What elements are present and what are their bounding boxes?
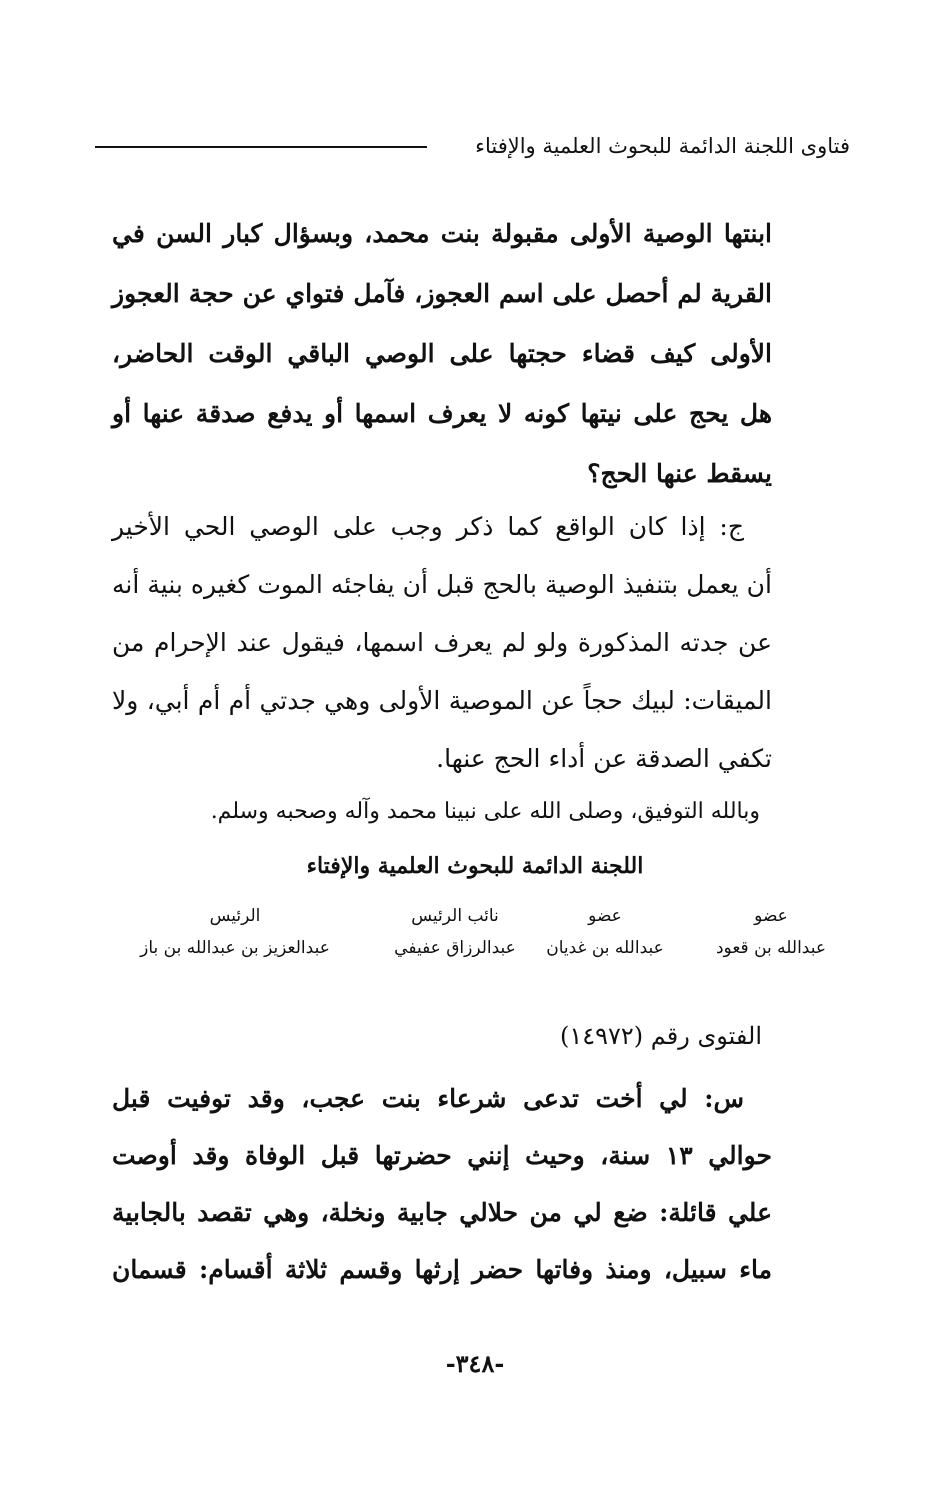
question-2 [112,1070,772,1298]
closing-formula: وبالله التوفيق، وصلى الله على نبينا محمد وآله وصحبه وسلم. [210,799,760,824]
signatory-name: عبدالله بن قعود [715,938,826,958]
answer-1-line: أن يعمل بتنفيذ الوصية بالحج قبل أن يفاجئه الموت كغيره بنية أنه [112,570,772,599]
question-1-line: القرية لم أحصل على اسم العجوز، فآمل فتواي عن حجة العجوز [112,279,772,308]
running-header [95,128,850,172]
answer-1-line: تكفي الصدقة عن أداء الحج عنها. [436,744,772,773]
question-1-line: ابنتها الوصية الأولى مقبولة بنت محمد، وبسؤال كبار السن في [112,219,772,248]
question-1-line: يسقط عنها الحج؟ [587,459,772,488]
signatory-role: عضو [588,906,622,926]
question-2-line: علي قائلة: ضع لي من حلالي جابية ونخلة، وهي تقصد بالجابية [112,1198,772,1227]
signatory [535,900,675,964]
signatory-role: عضو [754,906,788,926]
question-1 [112,204,772,504]
answer-1-line: الميقات: لبيك حجاً عن الموصية الأولى وهي جدتي أم أم أبي، ولا [112,686,772,715]
question-2-line: س: لي أخت تدعى شرعاء بنت عجب، وقد توفيت قبل [112,1084,744,1113]
answer-1-line: ج: إذا كان الواقع كما ذكر وجب على الوصي الحي الأخير [112,512,744,541]
page-number: -٣٤٨- [445,1349,505,1378]
question-1-line: هل يحج على نيتها كونه لا يعرف اسمها أو يدفع صدقة عنها أو [112,399,772,428]
signatory [380,900,530,964]
answer-1-line: عن جدته المذكورة ولو لم يعرف اسمها، فيقول عند الإحرام من [112,628,772,657]
signatory-name: عبدالله بن غديان [546,938,664,958]
header-rule [95,146,427,148]
signatory [120,900,350,964]
signatory-role: نائب الرئيس [411,906,499,926]
header-title: فتاوى اللجنة الدائمة للبحوث العلمية والإفتاء [475,134,850,158]
signatory [716,900,826,964]
committee-title: اللجنة الدائمة للبحوث العلمية والإفتاء [306,853,644,879]
question-2-line: حوالي ١٣ سنة، وحيث إنني حضرتها قبل الوفاة وقد أوصت [112,1141,772,1170]
signatory-name: عبدالرزاق عفيفي [394,938,516,958]
fatwa-number: الفتوى رقم (١٤٩٧٢) [559,1022,762,1050]
question-1-line: الأولى كيف قضاء حجتها على الوصي الباقي الوقت الحاضر، [112,339,772,368]
signatory-role: الرئيس [209,906,261,926]
answer-1 [112,498,772,788]
question-2-line: ماء سبيل، ومنذ وفاتها حضر إرثها وقسم ثلاثة أقسام: قسمان [112,1255,772,1284]
signatory-name: عبدالعزيز بن عبدالله بن باز [140,938,330,958]
